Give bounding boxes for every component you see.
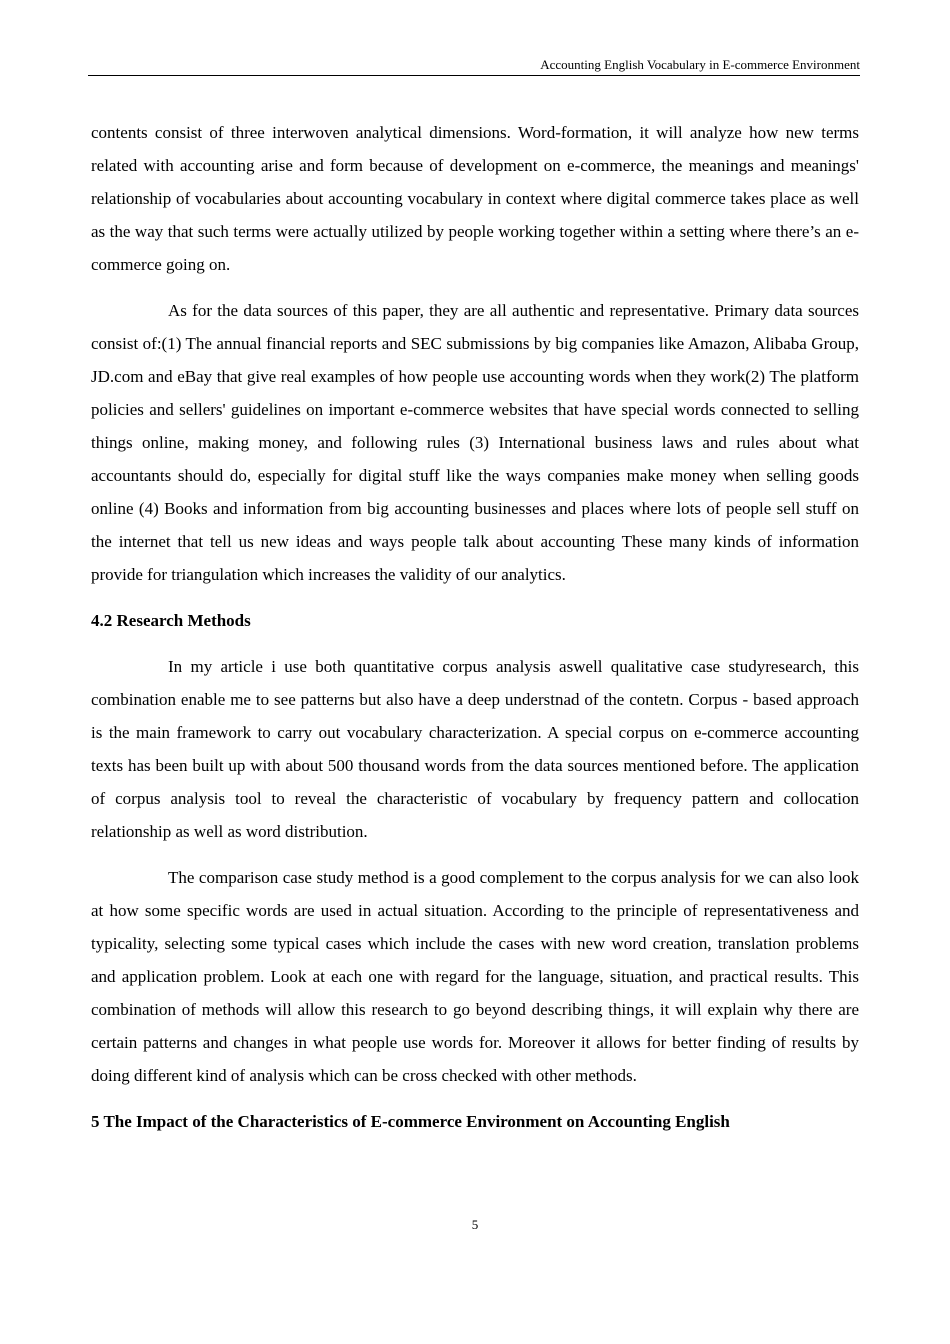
section-heading-5: 5 The Impact of the Characteristics of E-commerce Environment on Accounting English <box>91 1112 730 1131</box>
body-paragraph-3: In my article i use both quantitative corpus analysis aswell qualitative case studyresearch, this combination enable me to see patterns but also have a deep understnad of the contetn. Corpus - based approach is the main framework to carry out vocabulary characterization. A special corpus on e-commerce accounting texts has been built up with about 500 thousand words from the data sources mentioned before. The application of corpus analysis tool to reveal the characteristic of vocabulary by frequency pattern and collocation relationship as well as word distribution. <box>91 657 859 841</box>
page-number: 5 <box>471 1217 479 1232</box>
section-heading-4-2: 4.2 Research Methods <box>91 611 251 630</box>
running-header <box>88 56 860 76</box>
body-paragraph-4: The comparison case study method is a good complement to the corpus analysis for we can also look at how some specific words are used in actual situation. According to the principle of representativeness and typicality, selecting some typical cases which include the cases with new word creation, translation problems and application problem. Look at each one with regard for the language, situation, and practical results. This combination of methods will allow this research to go beyond describing things, it will explain why there are certain patterns and changes in what people use words for. Moreover it allows for better finding of results by doing different kind of analysis which can be cross checked with other methods. <box>91 868 859 1085</box>
body-paragraph-1: contents consist of three interwoven analytical dimensions. Word-formation, it will analyze how new terms related with accounting arise and form because of development on e-commerce, the meanings and meanings' relationship of vocabularies about accounting vocabulary in context where digital commerce takes place as well as the way that such terms were actually utilized by people working together within a setting where there’s an e-commerce going on. <box>91 123 859 274</box>
running-header-title: Accounting English Vocabulary in E-commerce Environment <box>540 57 860 72</box>
page-body <box>91 116 859 1151</box>
body-paragraph-2: As for the data sources of this paper, they are all authentic and representative. Primary data sources consist of:(1) The annual financial reports and SEC submissions by big companies like Amazon, Alibaba Group, JD.com and eBay that give real examples of how people use accounting words when they work(2) The platform policies and sellers' guidelines on important e-commerce websites that have special words connected to selling things online, making money, and following rules (3) International business laws and rules about what accountants should do, especially for digital stuff like the ways companies make money when selling goods online (4) Books and information from big accounting businesses and places where lots of people sell stuff on the internet that tell us new ideas and ways people talk about accounting These many kinds of information provide for triangulation which increases the validity of our analytics. <box>91 301 859 584</box>
